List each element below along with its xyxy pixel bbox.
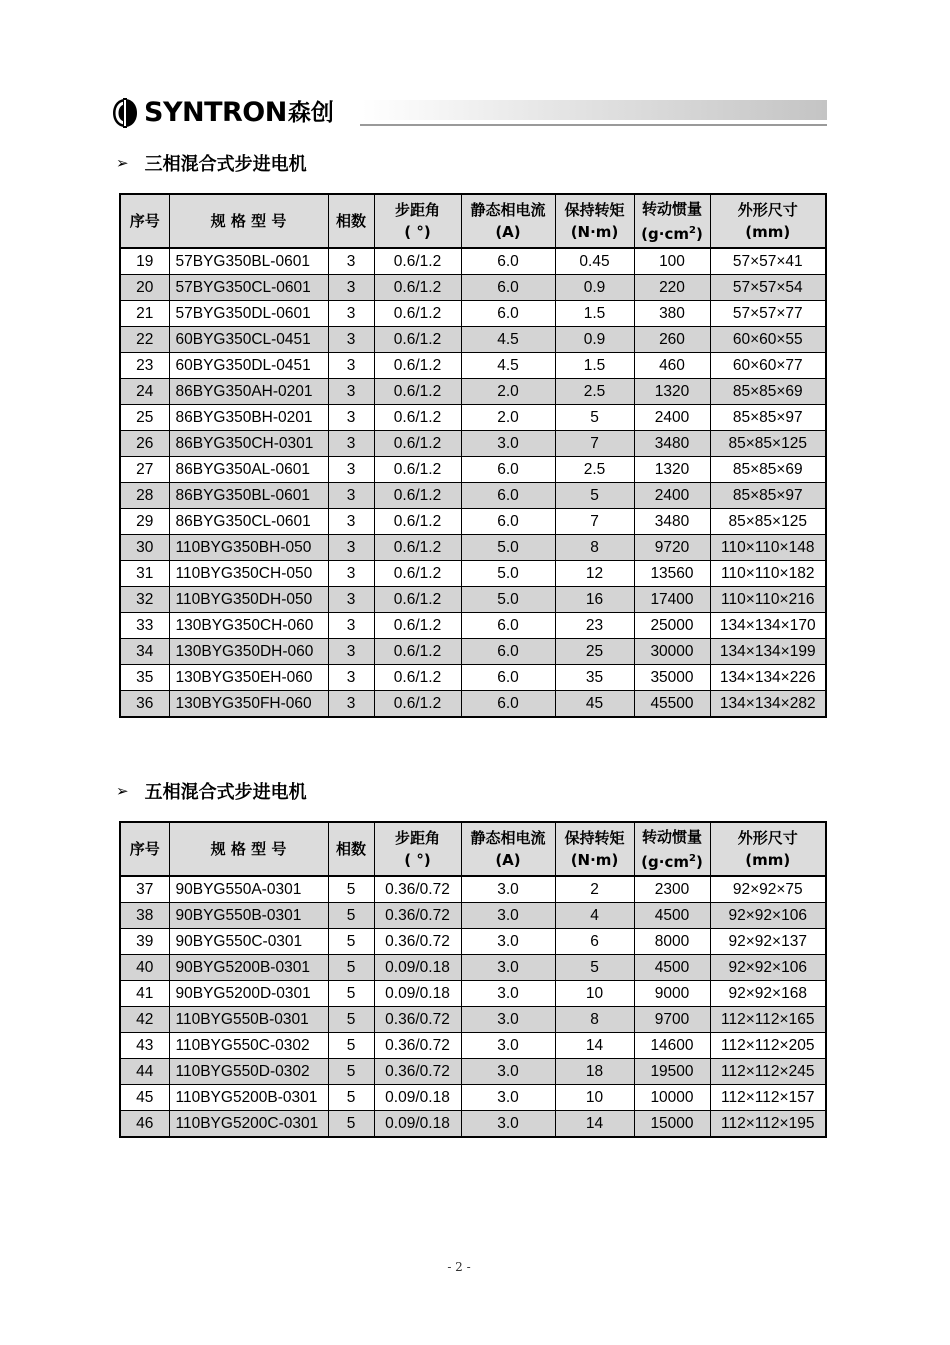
cell-step-angle: 0.6/1.2: [374, 613, 461, 639]
cell-index: 42: [120, 1007, 169, 1033]
syntron-logo-icon: [112, 98, 138, 128]
cell-torque: 5: [555, 483, 634, 509]
cell-torque: 0.9: [555, 327, 634, 353]
cell-inertia: 35000: [634, 665, 710, 691]
cell-inertia: 15000: [634, 1111, 710, 1138]
cell-inertia: 260: [634, 327, 710, 353]
cell-phases: 3: [328, 353, 374, 379]
cell-dimensions: 110×110×148: [710, 535, 826, 561]
page-header: [112, 96, 827, 130]
table-row: [120, 275, 826, 301]
cell-dimensions: 85×85×69: [710, 379, 826, 405]
cell-index: 36: [120, 691, 169, 718]
cell-model: 110BYG550B-0301: [169, 1007, 328, 1033]
cell-dimensions: 112×112×245: [710, 1059, 826, 1085]
cell-index: 24: [120, 379, 169, 405]
cell-index: 23: [120, 353, 169, 379]
cell-torque: 4: [555, 903, 634, 929]
table-row: [120, 1059, 826, 1085]
cell-phases: 3: [328, 509, 374, 535]
table-row: [120, 1085, 826, 1111]
cell-current: 6.0: [461, 457, 555, 483]
cell-phases: 5: [328, 1085, 374, 1111]
section-title-text: 五相混合式步进电机: [144, 782, 307, 803]
table-header-row: [120, 822, 826, 876]
table-row: [120, 327, 826, 353]
cell-dimensions: 85×85×97: [710, 405, 826, 431]
cell-index: 38: [120, 903, 169, 929]
logo-chinese-text: 森创: [287, 100, 334, 126]
cell-model: 60BYG350DL-0451: [169, 353, 328, 379]
cell-inertia: 100: [634, 248, 710, 275]
cell-phases: 5: [328, 955, 374, 981]
col-header-current: 静态相电流 (A): [461, 194, 555, 248]
col-header-phases: 相数: [328, 194, 374, 248]
cell-model: 110BYG350BH-050: [169, 535, 328, 561]
table-row: [120, 483, 826, 509]
cell-inertia: 14600: [634, 1033, 710, 1059]
cell-dimensions: 92×92×137: [710, 929, 826, 955]
cell-torque: 7: [555, 431, 634, 457]
table-header-row: [120, 194, 826, 248]
cell-index: 22: [120, 327, 169, 353]
cell-torque: 14: [555, 1033, 634, 1059]
cell-index: 45: [120, 1085, 169, 1111]
cell-torque: 5: [555, 955, 634, 981]
table-row: [120, 248, 826, 275]
cell-step-angle: 0.36/0.72: [374, 1059, 461, 1085]
cell-inertia: 4500: [634, 903, 710, 929]
cell-phases: 3: [328, 431, 374, 457]
cell-torque: 5: [555, 405, 634, 431]
cell-current: 3.0: [461, 981, 555, 1007]
cell-inertia: 13560: [634, 561, 710, 587]
cell-phases: 3: [328, 301, 374, 327]
cell-dimensions: 112×112×195: [710, 1111, 826, 1138]
cell-current: 3.0: [461, 1085, 555, 1111]
cell-index: 19: [120, 248, 169, 275]
cell-current: 6.0: [461, 483, 555, 509]
cell-current: 6.0: [461, 248, 555, 275]
cell-model: 90BYG550A-0301: [169, 876, 328, 903]
cell-phases: 5: [328, 1033, 374, 1059]
cell-model: 90BYG5200B-0301: [169, 955, 328, 981]
cell-torque: 10: [555, 1085, 634, 1111]
logo-text: SYNTRON: [144, 97, 287, 128]
cell-dimensions: 92×92×106: [710, 955, 826, 981]
cell-step-angle: 0.6/1.2: [374, 665, 461, 691]
cell-dimensions: 134×134×282: [710, 691, 826, 718]
cell-step-angle: 0.36/0.72: [374, 903, 461, 929]
page-number: - 2 -: [447, 1260, 471, 1274]
cell-dimensions: 60×60×77: [710, 353, 826, 379]
cell-inertia: 1320: [634, 457, 710, 483]
cell-dimensions: 110×110×182: [710, 561, 826, 587]
cell-index: 21: [120, 301, 169, 327]
cell-phases: 3: [328, 405, 374, 431]
table-row: [120, 955, 826, 981]
cell-index: 26: [120, 431, 169, 457]
three-phase-table-body: [120, 248, 826, 717]
cell-step-angle: 0.6/1.2: [374, 301, 461, 327]
cell-model: 110BYG350DH-050: [169, 587, 328, 613]
cell-phases: 3: [328, 639, 374, 665]
table-row: [120, 639, 826, 665]
cell-current: 5.0: [461, 587, 555, 613]
col-header-step-angle: 步距角 ( °): [374, 822, 461, 876]
cell-inertia: 9000: [634, 981, 710, 1007]
cell-phases: 3: [328, 665, 374, 691]
syntron-logo: [112, 96, 334, 130]
cell-step-angle: 0.6/1.2: [374, 327, 461, 353]
col-header-phases: 相数: [328, 822, 374, 876]
cell-torque: 2.5: [555, 457, 634, 483]
cell-step-angle: 0.6/1.2: [374, 405, 461, 431]
cell-step-angle: 0.6/1.2: [374, 587, 461, 613]
cell-dimensions: 134×134×226: [710, 665, 826, 691]
cell-phases: 3: [328, 587, 374, 613]
table-row: [120, 379, 826, 405]
cell-torque: 16: [555, 587, 634, 613]
cell-dimensions: 134×134×170: [710, 613, 826, 639]
cell-index: 25: [120, 405, 169, 431]
cell-step-angle: 0.6/1.2: [374, 431, 461, 457]
col-header-torque: 保持转矩 (N·m): [555, 822, 634, 876]
cell-inertia: 17400: [634, 587, 710, 613]
cell-current: 6.0: [461, 639, 555, 665]
cell-torque: 1.5: [555, 301, 634, 327]
cell-torque: 2.5: [555, 379, 634, 405]
table-row: [120, 1033, 826, 1059]
cell-current: 3.0: [461, 1007, 555, 1033]
cell-inertia: 25000: [634, 613, 710, 639]
cell-torque: 8: [555, 1007, 634, 1033]
cell-phases: 3: [328, 327, 374, 353]
bullet-arrow-icon: ➢: [116, 154, 129, 172]
table-row: [120, 1007, 826, 1033]
table-row: [120, 353, 826, 379]
cell-current: 6.0: [461, 275, 555, 301]
table-row: [120, 929, 826, 955]
cell-torque: 10: [555, 981, 634, 1007]
cell-phases: 5: [328, 1007, 374, 1033]
table-row: [120, 561, 826, 587]
col-header-current: 静态相电流 (A): [461, 822, 555, 876]
cell-step-angle: 0.09/0.18: [374, 1111, 461, 1138]
cell-current: 5.0: [461, 535, 555, 561]
cell-index: 31: [120, 561, 169, 587]
cell-index: 43: [120, 1033, 169, 1059]
cell-inertia: 10000: [634, 1085, 710, 1111]
cell-index: 28: [120, 483, 169, 509]
cell-dimensions: 85×85×125: [710, 509, 826, 535]
cell-step-angle: 0.6/1.2: [374, 691, 461, 718]
cell-model: 130BYG350DH-060: [169, 639, 328, 665]
cell-model: 130BYG350FH-060: [169, 691, 328, 718]
table-row: [120, 665, 826, 691]
cell-step-angle: 0.09/0.18: [374, 1085, 461, 1111]
cell-dimensions: 92×92×168: [710, 981, 826, 1007]
cell-index: 44: [120, 1059, 169, 1085]
col-header-inertia: 转动惯量 $(g\cdot cm^2)$: [634, 194, 710, 248]
cell-torque: 0.9: [555, 275, 634, 301]
cell-index: 29: [120, 509, 169, 535]
cell-phases: 3: [328, 457, 374, 483]
cell-inertia: 19500: [634, 1059, 710, 1085]
table-row: [120, 509, 826, 535]
cell-dimensions: 85×85×97: [710, 483, 826, 509]
cell-step-angle: 0.36/0.72: [374, 929, 461, 955]
cell-current: 6.0: [461, 301, 555, 327]
cell-phases: 3: [328, 535, 374, 561]
cell-current: 3.0: [461, 929, 555, 955]
cell-model: 60BYG350CL-0451: [169, 327, 328, 353]
cell-model: 110BYG5200C-0301: [169, 1111, 328, 1138]
cell-phases: 5: [328, 1111, 374, 1138]
cell-torque: 23: [555, 613, 634, 639]
cell-model: 130BYG350CH-060: [169, 613, 328, 639]
cell-inertia: 2300: [634, 876, 710, 903]
five-phase-spec-table: [119, 821, 827, 1138]
col-header-inertia: 转动惯量 $(g\cdot cm^2)$: [634, 822, 710, 876]
table-row: [120, 613, 826, 639]
cell-current: 3.0: [461, 955, 555, 981]
cell-current: 3.0: [461, 903, 555, 929]
cell-torque: 6: [555, 929, 634, 955]
table-row: [120, 876, 826, 903]
cell-current: 3.0: [461, 1059, 555, 1085]
cell-dimensions: 57×57×54: [710, 275, 826, 301]
cell-current: 3.0: [461, 876, 555, 903]
cell-model: 86BYG350BH-0201: [169, 405, 328, 431]
cell-current: 3.0: [461, 1033, 555, 1059]
cell-phases: 3: [328, 379, 374, 405]
cell-index: 39: [120, 929, 169, 955]
cell-inertia: 4500: [634, 955, 710, 981]
cell-index: 41: [120, 981, 169, 1007]
cell-dimensions: 112×112×165: [710, 1007, 826, 1033]
cell-index: 33: [120, 613, 169, 639]
table-row: [120, 1111, 826, 1138]
cell-current: 2.0: [461, 405, 555, 431]
cell-dimensions: 60×60×55: [710, 327, 826, 353]
cell-phases: 3: [328, 613, 374, 639]
cell-dimensions: 57×57×77: [710, 301, 826, 327]
cell-torque: 45: [555, 691, 634, 718]
cell-inertia: 8000: [634, 929, 710, 955]
cell-current: 6.0: [461, 613, 555, 639]
cell-index: 46: [120, 1111, 169, 1138]
table-row: [120, 691, 826, 718]
cell-inertia: 380: [634, 301, 710, 327]
col-header-dimensions: 外形尺寸 (mm): [710, 822, 826, 876]
cell-step-angle: 0.6/1.2: [374, 379, 461, 405]
three-phase-spec-table: [119, 193, 827, 718]
section-title-text: 三相混合式步进电机: [144, 154, 307, 175]
section-title-three-phase: [116, 150, 307, 176]
table-row: [120, 431, 826, 457]
five-phase-table-body: [120, 876, 826, 1137]
cell-phases: 3: [328, 561, 374, 587]
cell-phases: 3: [328, 691, 374, 718]
cell-index: 30: [120, 535, 169, 561]
cell-torque: 7: [555, 509, 634, 535]
cell-model: 86BYG350AH-0201: [169, 379, 328, 405]
cell-dimensions: 57×57×41: [710, 248, 826, 275]
cell-model: 86BYG350AL-0601: [169, 457, 328, 483]
cell-model: 110BYG5200B-0301: [169, 1085, 328, 1111]
cell-current: 3.0: [461, 431, 555, 457]
cell-torque: 25: [555, 639, 634, 665]
cell-step-angle: 0.6/1.2: [374, 457, 461, 483]
cell-model: 86BYG350CL-0601: [169, 509, 328, 535]
cell-inertia: 1320: [634, 379, 710, 405]
cell-model: 86BYG350BL-0601: [169, 483, 328, 509]
cell-current: 6.0: [461, 691, 555, 718]
cell-model: 110BYG350CH-050: [169, 561, 328, 587]
cell-torque: 1.5: [555, 353, 634, 379]
cell-step-angle: 0.36/0.72: [374, 1033, 461, 1059]
cell-current: 5.0: [461, 561, 555, 587]
table-row: [120, 903, 826, 929]
cell-model: 110BYG550C-0302: [169, 1033, 328, 1059]
cell-step-angle: 0.6/1.2: [374, 535, 461, 561]
cell-step-angle: 0.6/1.2: [374, 275, 461, 301]
cell-current: 6.0: [461, 665, 555, 691]
cell-index: 32: [120, 587, 169, 613]
cell-torque: 2: [555, 876, 634, 903]
cell-dimensions: 92×92×75: [710, 876, 826, 903]
cell-step-angle: 0.6/1.2: [374, 248, 461, 275]
cell-inertia: 30000: [634, 639, 710, 665]
cell-dimensions: 112×112×205: [710, 1033, 826, 1059]
cell-phases: 3: [328, 275, 374, 301]
table-row: [120, 535, 826, 561]
cell-model: 57BYG350DL-0601: [169, 301, 328, 327]
cell-current: 2.0: [461, 379, 555, 405]
cell-index: 20: [120, 275, 169, 301]
cell-inertia: 9720: [634, 535, 710, 561]
cell-inertia: 3480: [634, 509, 710, 535]
cell-step-angle: 0.6/1.2: [374, 509, 461, 535]
cell-inertia: 2400: [634, 483, 710, 509]
cell-step-angle: 0.09/0.18: [374, 981, 461, 1007]
cell-index: 37: [120, 876, 169, 903]
cell-inertia: 220: [634, 275, 710, 301]
table-row: [120, 981, 826, 1007]
cell-dimensions: 112×112×157: [710, 1085, 826, 1111]
cell-phases: 5: [328, 929, 374, 955]
cell-inertia: 9700: [634, 1007, 710, 1033]
col-header-dimensions: 外形尺寸 (mm): [710, 194, 826, 248]
table-row: [120, 405, 826, 431]
cell-model: 57BYG350BL-0601: [169, 248, 328, 275]
cell-torque: 18: [555, 1059, 634, 1085]
table-row: [120, 457, 826, 483]
cell-current: 4.5: [461, 327, 555, 353]
cell-step-angle: 0.6/1.2: [374, 483, 461, 509]
col-header-model: 规 格 型 号: [169, 822, 328, 876]
cell-phases: 5: [328, 1059, 374, 1085]
cell-step-angle: 0.36/0.72: [374, 876, 461, 903]
cell-step-angle: 0.6/1.2: [374, 353, 461, 379]
cell-inertia: 2400: [634, 405, 710, 431]
col-header-torque: 保持转矩 (N·m): [555, 194, 634, 248]
cell-step-angle: 0.6/1.2: [374, 561, 461, 587]
cell-dimensions: 85×85×125: [710, 431, 826, 457]
cell-phases: 5: [328, 981, 374, 1007]
cell-step-angle: 0.09/0.18: [374, 955, 461, 981]
cell-current: 3.0: [461, 1111, 555, 1138]
cell-model: 90BYG550C-0301: [169, 929, 328, 955]
cell-phases: 5: [328, 876, 374, 903]
header-gradient-bar: [362, 100, 827, 120]
cell-inertia: 460: [634, 353, 710, 379]
section-title-five-phase: [116, 778, 307, 804]
bullet-arrow-icon: ➢: [116, 782, 129, 800]
cell-torque: 12: [555, 561, 634, 587]
cell-dimensions: 134×134×199: [710, 639, 826, 665]
cell-dimensions: 92×92×106: [710, 903, 826, 929]
cell-index: 40: [120, 955, 169, 981]
cell-index: 27: [120, 457, 169, 483]
cell-phases: 3: [328, 483, 374, 509]
col-header-model: 规 格 型 号: [169, 194, 328, 248]
cell-torque: 0.45: [555, 248, 634, 275]
cell-torque: 14: [555, 1111, 634, 1138]
col-header-index: 序号: [120, 822, 169, 876]
cell-inertia: 45500: [634, 691, 710, 718]
col-header-index: 序号: [120, 194, 169, 248]
cell-inertia: 3480: [634, 431, 710, 457]
cell-current: 6.0: [461, 509, 555, 535]
cell-model: 130BYG350EH-060: [169, 665, 328, 691]
col-header-step-angle: 步距角 ( °): [374, 194, 461, 248]
cell-phases: 3: [328, 248, 374, 275]
cell-current: 4.5: [461, 353, 555, 379]
cell-model: 90BYG5200D-0301: [169, 981, 328, 1007]
cell-index: 34: [120, 639, 169, 665]
header-divider: [360, 124, 827, 126]
cell-phases: 5: [328, 903, 374, 929]
cell-dimensions: 85×85×69: [710, 457, 826, 483]
cell-dimensions: 110×110×216: [710, 587, 826, 613]
table-row: [120, 587, 826, 613]
cell-model: 90BYG550B-0301: [169, 903, 328, 929]
cell-torque: 35: [555, 665, 634, 691]
cell-step-angle: 0.6/1.2: [374, 639, 461, 665]
cell-index: 35: [120, 665, 169, 691]
cell-model: 57BYG350CL-0601: [169, 275, 328, 301]
cell-model: 86BYG350CH-0301: [169, 431, 328, 457]
cell-torque: 8: [555, 535, 634, 561]
cell-model: 110BYG550D-0302: [169, 1059, 328, 1085]
cell-step-angle: 0.36/0.72: [374, 1007, 461, 1033]
table-row: [120, 301, 826, 327]
